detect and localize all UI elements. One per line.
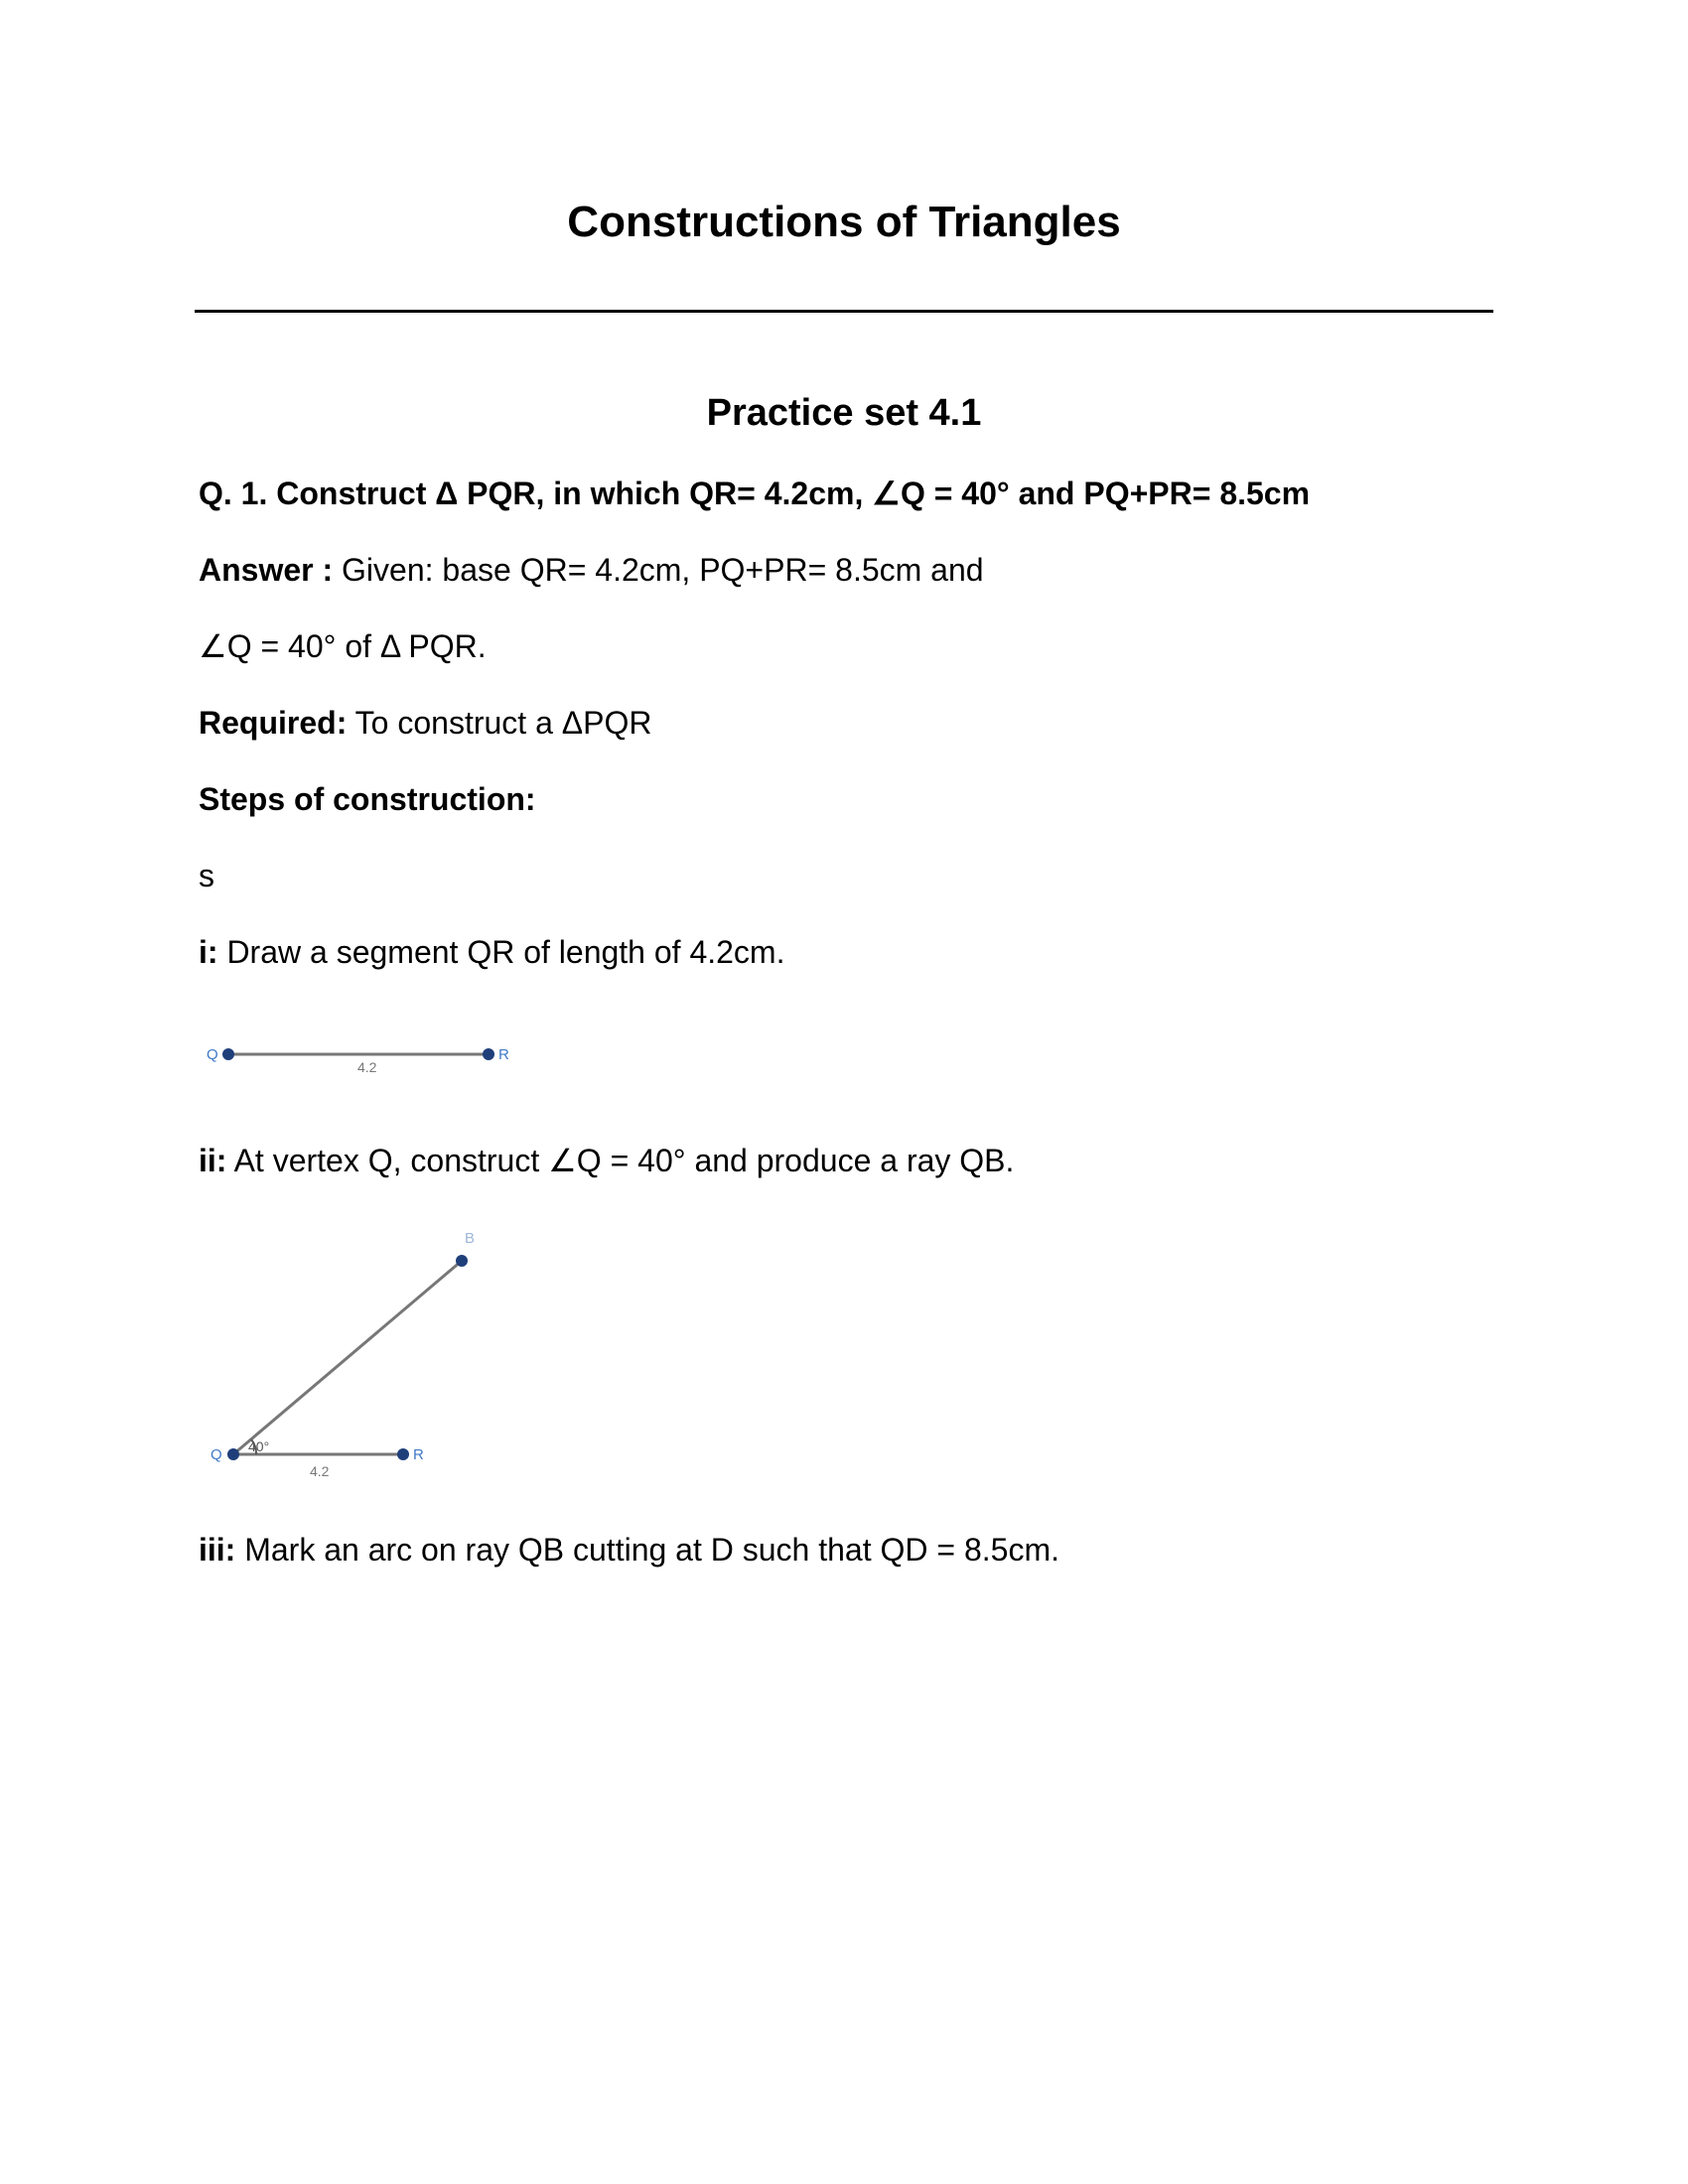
steps-heading: Steps of construction: xyxy=(199,781,536,817)
question-text: Q. 1. Construct Δ PQR, in which QR= 4.2cm, ∠Q = 40° and PQ+PR= 8.5cm xyxy=(199,476,1311,511)
answer-line xyxy=(199,549,984,591)
page-title: Constructions of Triangles xyxy=(567,198,1121,246)
point-r xyxy=(483,1048,494,1060)
length-label: 4.2 xyxy=(357,1059,377,1075)
label-q: Q xyxy=(207,1046,218,1063)
figure-angle-q xyxy=(199,1221,516,1489)
step-3-label: iii: xyxy=(199,1532,236,1568)
angle-label: 40° xyxy=(248,1438,270,1454)
stray-text: s xyxy=(199,858,214,893)
section-heading: Practice set 4.1 xyxy=(706,392,982,434)
point-q xyxy=(227,1448,239,1460)
step-2 xyxy=(199,1140,1014,1181)
step-1 xyxy=(199,931,784,973)
answer-label: Answer : xyxy=(199,552,334,588)
point-q xyxy=(222,1048,234,1060)
step-3-text: Mark an arc on ray QB cutting at D such that QD = 8.5cm. xyxy=(235,1532,1059,1568)
step-1-text: Draw a segment QR of length of 4.2cm. xyxy=(217,934,785,970)
answer-text: Given: base QR= 4.2cm, PQ+PR= 8.5cm and xyxy=(333,552,984,588)
point-b xyxy=(456,1255,468,1267)
label-b: B xyxy=(465,1230,476,1247)
step-1-label: i: xyxy=(199,934,218,970)
title-divider xyxy=(195,310,1493,313)
length-label: 4.2 xyxy=(310,1463,330,1479)
step-2-label: ii: xyxy=(199,1143,227,1178)
ray-qb xyxy=(233,1261,462,1454)
label-r: R xyxy=(413,1446,424,1463)
required-label: Required: xyxy=(199,705,348,741)
label-r: R xyxy=(498,1046,509,1063)
step-3 xyxy=(199,1529,1059,1570)
required-line xyxy=(199,702,651,744)
step-2-text: At vertex Q, construct ∠Q = 40° and produce a ray QB. xyxy=(226,1143,1015,1178)
point-r xyxy=(397,1448,409,1460)
required-text: To construct a ΔPQR xyxy=(347,705,652,741)
answer-line-2: ∠Q = 40° of Δ PQR. xyxy=(199,628,487,664)
label-q: Q xyxy=(211,1446,222,1463)
figure-segment-qr xyxy=(199,1032,536,1082)
